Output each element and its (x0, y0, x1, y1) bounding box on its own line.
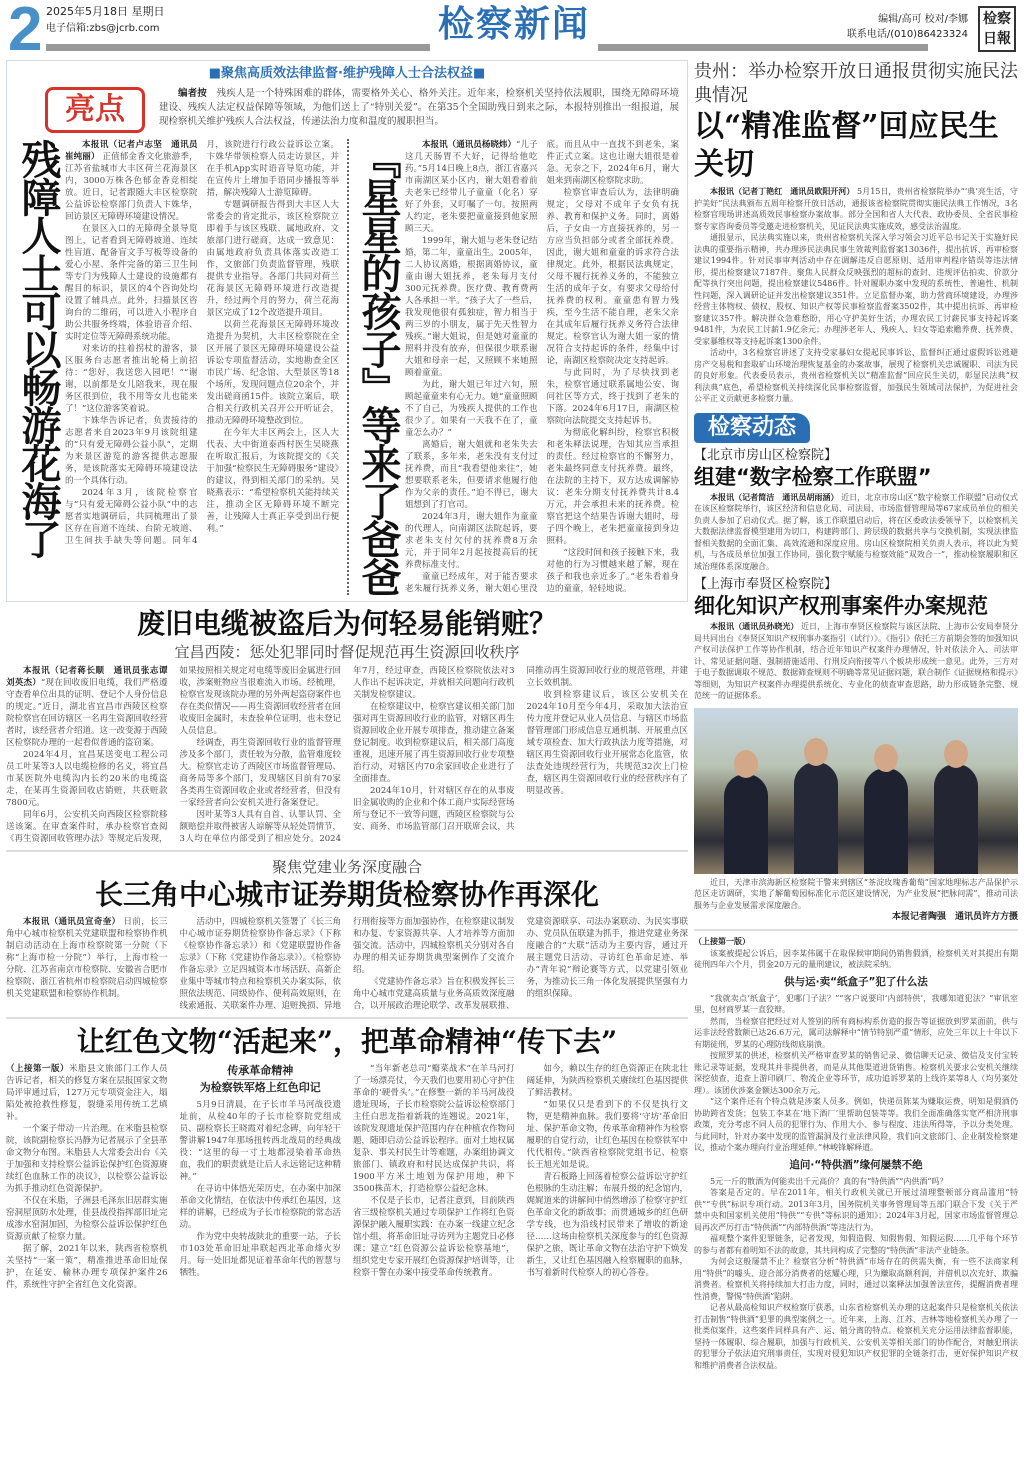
cable-article (6, 606, 688, 845)
paragraph: 《党建协作备忘录》旨在积极发挥长三角中心城市党建高质量与业务高质效深度融合，以开展政治理论联学、改革发展联推、党建资源联享、司法办案联动、为民实事联办、党员队伍联建为抓手，推进党建业务深度融合的“大联”活动为主要内容，通过开展主题党日活动、寻访红色革命足迹、举办“青年说”辩论赛等方式，以党建引领业务，为推动长三角一体化发展提供坚强有力的组织保障。 (353, 917, 689, 1011)
item-byline: 本报讯（记者简洁 通讯员胡雨涵） (710, 491, 839, 502)
photo-person (794, 762, 838, 874)
story2-byline: 本报讯（通讯员杨晓炜） (422, 140, 517, 150)
editor-note-text: 残疾人是一个特殊困难的群体，需要格外关心、格外关注。近年来，检察机关坚持依法履职，围绕无障碍环境建设、残疾人法定权益保障等领域，为他们送上了“特别关爱”。在第35个全国助残日到来之际，本报特别推出一组报道，展现检察机关维护残疾人合法权益，传递法治力度和温度的履职担当。 (159, 88, 679, 127)
divider (694, 929, 1018, 931)
paragraph: 2024年3月，该院检察官与“只有爱无障碍公益小队”中的志愿者实地调研后，共同梳理出了景区存在盲道不连续、台阶无坡道、卫生间扶手缺失等问题。同年4月，该院进行行政公益诉讼立案。卞姝华带领检察人员走访景区，并在手机App实时语音导览功能，并在宣传片上增加手语同步播报等举措，解决残障人士游览障碍。 (65, 140, 339, 546)
paragraph: 同年6月，公安机关向西陵区检察院移送该案。在审查案件时，承办检察官查阅《再生资源回收管理办法》等规定后发现，如果按照相关规定对电缆等废旧金属进行回收，涉案赃物应当很难流入市场。经梳理，检察官发现该院办理的另外两起盗窃案件也存在类似情况——再生资源回收经营者在回收废旧金属时，未查验单位证明，也未登记人员信息。 (6, 666, 342, 844)
editor-note-row (15, 87, 679, 133)
paragraph: “我就卖点‘纸盒子’，犯哪门子法？”“客户说要印‘内部特供’，我哪知道犯法？”审讯室里，包材商罗某一直狡辩。 (694, 993, 1018, 1014)
guizhou-headline: 以“精准监督”回应民生关切 (694, 109, 999, 182)
paragraph: 卞姝华告诉记者，负责接待的志愿者来自2023年9月该院组建的“只有爱无障碍公益小队”，定期为来景区游览的游客提供志愿服务，是该院落实无障碍环境建设法的一个具体行动。 (65, 416, 198, 486)
paragraph: 为彻底化解纠纷，检察官积极和老朱释法说理，告知其应当承担的责任。经过检察官的不懈努力，老朱最终同意支付抚养费。最终，在法院的主持下，双方达成调解协议：老朱分期支付抚养费共计8.4万元，并会承担未来的抚养费。检察官把这个结果告诉谢大姐时，母子四个晚上，老朱把童童接到身边照料。 (546, 428, 679, 546)
relic-lead-label: （上接第一版） (6, 1064, 69, 1074)
story1-byline: 本报讯（记者卢志坚 通讯员崔纯丽） (65, 140, 198, 162)
paragraph: 记者从最高检知识产权检察厅获悉，山东省检察机关办理的这起案件只是检察机关依法打击制售“特供酒”犯罪的典型案例之一。近年来，上海、江苏、吉林等地检察机关办理了一批类似案件，这些案件同样具有产、运、销分离的特点。检察机关充分运用法律监督职能，坚持一体履职、综合履职，加强与行政机关、公安机关等相关部门的协作配合，对触犯刑法的犯罪分子依法追究刑事责任，实现对侵犯知识产权犯罪的全链条打击，更好保护知识产权和维护消费者合法权益。 (694, 1303, 1018, 1370)
section-title: 检察新闻 (438, 4, 591, 45)
procuratorial-dynamics-label: 检察动态 (694, 413, 810, 443)
paragraph: 通报显示，民法典实施以来，贵州省检察机关深入学习领会习近平总书记关于实施好民法典的重要指示精神，共办理涉民法典民事生效裁判监督案13036件，提出抗诉、再审检察建议1994件。针对民事审判活动中存在调解违反自愿原则、适用审判程序错误等违法情形，提出检察建议7187件。聚焦人民群众反映强烈的超标的查封、违规评估拍卖、价款分配等执行突出问题，提出检察建议5486件。针对履职办案中发现的系统性、普遍性、机制性问题，深入调研论证并发出检察建议351件。立足监督办案，助力营商环境建设，办理涉经营主体物权、债权、股权、知识产权等民事检察监督案3502件，其中提出抗诉、再审检察建议357件。解决群众急难愁盼，用心守护美好生活，办理农民工讨薪民事支持起诉案9481件，为农民工讨薪1.9亿余元；办理涉老年人、残疾人、妇女等追索赡养费、抚养费、受家暴维权等支持起诉案1300余件。 (694, 233, 1018, 346)
page-header (6, 0, 1018, 64)
paragraph: 检察官审查后认为，法律明确规定，父母对不成年子女负有抚养、教育和保护义务。同时，离婚后，子女由一方直接抚养的，另一方应当负担部分或者全部抚养费。因此，谢大姐和童童的诉求符合法律规定。此外，根据民法典规定，父母不履行抚养义务的，不能独立生活的成年子女，有要求父母给付抚养费的权利。童童患有智力残疾，至今生活不能自理，老朱父亲在其成年后履行抚养义务符合法律规定。检察官认为谢大姐一家的情况符合支持起诉的条件，经集中讨论，南湖区检察院决定支持起诉。 (546, 188, 679, 366)
newspaper-logo: 检察 日報 (978, 6, 1016, 52)
relic-subhead (180, 1063, 342, 1095)
paragraph: 据了解，2021年以来，陕西省检察机关坚持“一案一策”，精准推进革命旧址保护，在延安、榆林办理专项保护案件26件，系统性守护全省红色文化资源。 (6, 1244, 168, 1290)
paragraph: 青石板路上回荡着检察公益诉讼守护红色根脉的生动注解；布展升级的纪念馆内，娓娓道来的讲解间中悄然增添了检察守护红色革命文化的新故事；而贯通城乡的红色研学专线，也为沿线村民带来了增收的新途径……这场由检察机关深度参与的红色资源保护之旅，既让革命文物在法治守护下焕发新生，又让红色基因融入检察履职的血脉，书写着新时代检察人的初心答卷。 (526, 1172, 689, 1278)
paragraph: 为何会这般屡禁不止？检察官分析“特供酒”市场存在的供需失衡，有一些不法商家利用“特供”的噱头、迎合部分消费者的炫耀心理，只为赚取高额利润，并借机以次充好、欺骗消费者。检察机关将持续加大打击力度，同时，通过以案释法加强普法宣传，提醒消费者理性消费，警惕“特供酒”陷阱。 (694, 1257, 1018, 1301)
paragraph: 该案被提起公诉后，因李某伟属于在取保候审期间仍销售假酒，检察机关对其提出有期徒刑四年六个月，罚金20万元的量刑建议，被法院采纳。 (694, 948, 1018, 969)
item-text: 近日，上海市奉贤区检察院与该区法院、上海市公安局奉贤分局共同出台《奉贤区知识产权刑事办案指引（试行）》。《指引》依托三方前期会签的加强知识产权司法保护工作等协作机制，结合近年知识产权案件办理情况，针对依法介入、司法审计、常见证据问题、强制措施适用、行刑反向衔接等八个板块形成统一意见。此外，三方对于电子数据调取不规范、数据筛查规则不明确等常见证据问题，联合制作《证据规格和提示》等细则，为知识产权案件办理提供系统化、专业化的侦查审查思路，助力形成链条完整、规范统一的证据体系。 (694, 622, 1019, 700)
continued-article (694, 936, 1018, 1371)
paragraph: “这个案件还有个特点就是涉案人员多。例如，快递员陈某为赚取运费，明知是假酒仍协助跨省发货；包装工李某在‘地下酒厂’里帮助包装等等。我们全面准确落实宽严相济刑事政策，充分考虑不同人员的犯罪行为、作用大小、参与程度、违法所得等，予以分类处理。与此同时，针对办案中发现的监管漏洞及行业法律风险，我们向文旅部门、企业制发检察建议，推动个案办理向行业治理延伸。”林峻锋解释道。 (694, 1097, 1018, 1152)
paragraph: 为此，谢大姐已年过六旬，照顾起童童来有心无力。她“童童照顾不了自己，为残疾人提供的工作也很少了。如果有一天我不在了，童童怎么办？” (405, 380, 538, 438)
relic-headline: 让红色文物“活起来”，把革命精神“传下去” (76, 1025, 618, 1058)
paragraph: 作为党中央转战陕北的重要一站，子长市103处革命旧址串联起西北革命烽火岁月。每一处旧址都见证着革命年代的智慧与牺牲。 (179, 1232, 342, 1278)
dynamics-item-1 (694, 447, 1018, 573)
paragraph: “如果仅只是看到下的不仅是执行文物，更是精神血脉。我们要将‘守坊’革命旧址、保护革命文物，传承革命精神作为检察履职的自觉行动，让红色基因在检察铁军中代代相传。”陕西省检察院党组书记、检察长王旭光如是说。 (526, 1100, 689, 1170)
story1-body (65, 139, 339, 595)
paragraph: 5元一斤的散酒为何能卖出千元高价？真的有“特供酒”“内供酒”吗？ (710, 1176, 948, 1186)
photo-caption: 近日，天津市滨海新区检察院干警来到辖区“茶淀玫瑰香葡萄”国家地理标志产品保护示范区走访调研，实地了解葡萄园标准化示范区建设情况，为产业发展“把脉问需”，推动司法服务与企业发展需求深度融合。 (694, 877, 1018, 910)
paragraph: 不仅是子长市，记者注意到，目前陕西省三级检察机关通过专项保护工作将红色资源保护融入履职实践：在办案一线建立纪念馆小组，将革命旧址寻访列为主题党日必修课；建立“红色资源公益诉讼检察基地”，组织党史专家开展红色资源保护培训等，让检察干警在办案中接受革命传统教育。 (353, 1196, 515, 1278)
story1 (15, 139, 339, 595)
paragraph: 童童已经成年，对于能否要求老朱履行抚养义务，谢大姐心里没底。而且从中一直找不到老朱，案件正式立案。这也让谢大姐很是着急。无奈之下，2024年6月，谢大姐来到南湖区检察院求助。 (405, 140, 679, 594)
paragraph: 在检察建议中，检察官建议相关部门加强对再生资源回收行业的监管，对辖区再生资源回收企业开展专项排查，推动建立备案登记制度。收到检察建议后，相关部门高度重视，迅速开展了再生资源回收行业专项整治行动，对辖区内70余家回收企业进行了全面排查。 (353, 702, 515, 784)
yrd-headline: 长三角中心城市证券期货检察协作再深化 (94, 878, 599, 911)
item-org: 【上海市奉贤区检察院】 (694, 577, 838, 592)
right-column (694, 60, 1018, 1371)
paragraph: 活动中，四城检察机关签署了《长三角中心城市证券期货检察协作备忘录》（下称《检察协作备忘录》）和《党建联盟协作备忘录》（下称《党建协作备忘录》）。《检察协作备忘录》立足四城资本市场活跃、高新企业集中等城市特点和检察机关办案实际，依照依法规范、同级协作、便利高效原则，在线索通报、关联案件办理、追赃挽损、异地行刑衔接等方面加强协作，在检察建议制发和办复、专家资源共享、人才培养等方面加强交流。活动中，四城检察机关分别对各自办理的相关证券期货典型案例作了交流介绍。 (179, 917, 515, 1011)
feature-banner: ■聚焦高质效法律监督·维护残障人士合法权益■ (208, 66, 486, 81)
relic-article (6, 1024, 688, 1291)
phone: 联系电话/(010)86423324 (846, 29, 968, 40)
header-rule-right (598, 44, 928, 51)
issue-date: 2025年5月18日 星期日 (46, 5, 165, 18)
yrd-body (6, 916, 688, 1012)
item-text: 近日，北京市房山区“数字检察工作联盟”启动仪式在该区检察院举行，该区经济和信息化局、司法局、市场监督管理局等67家成员单位的相关负责人参加了启动仪式。据了解，该工作联盟启动后，将在区委政法委领导下，以检察机关大数据法律监督模型建用为切口，构建跨部门、跨层级的数据共享与交换机制，实现法律监督相关数据的全面汇集、高效流通和深度应用。房山区检察院相关负责人表示，将以此为契机，与各成员单位加强工作协同，强化数字赋能与检察效能“双效合一”，推动检察履职和区域治理体系深度融合。 (694, 492, 1019, 571)
paragraph: “这段时间和孩子接触下来，我对他的行为习惯越来越了解，现在孩子和我也亲近多了。”老朱看着身边的童童，轻轻地说。 (546, 548, 679, 594)
photo-person (724, 774, 768, 874)
photo-credit: 本报记者陶强 通讯员许方方摄 (891, 912, 1018, 922)
header-rule-left (46, 44, 430, 51)
paragraph: 5月15日，贵州省检察院举办“‘典’亮生活，守护美好”民法典颁布五周年检察开放日活动，通报该省检察院贯彻实施民法典工作情况，3名检察官现场讲述高质效民事检察办案故事。部分全国和省人大代表、政协委员、全省民事检察专家咨询委员等受邀走进检察机关，见证民法典实施成效，感受法治温度。 (694, 187, 1019, 231)
cable-subtitle: 宜昌西陵：惩处犯罪同时督促规范再生资源回收秩序 (174, 643, 520, 661)
paragraph: 2024年3月，谢大姐作为童童的代理人，向南湖区法院起诉，要求老朱支付欠付的抚养费8万余元，并于同年2月起按提高后的抚养费标准支付。 (405, 512, 538, 570)
paragraph: 然而，当检察官把经过对人签别的所有商标构系仿造的报告等证据放到罗某面前，供与运非法经营数额已达26.6万元，属司法解释中“情节特别严重”情形，应处三年以上十年以下有期徒刑，罗某的心理防线彻底崩溃。 (694, 1016, 1018, 1049)
continued-label: （上接第一版） (694, 936, 750, 946)
item-byline: 本报讯（通讯员孙晓光） (710, 621, 799, 631)
photo-person (934, 764, 978, 874)
paragraph: 福观整个案件犯罪链条，记者发现，知假造假、知假售假、知假运假……几乎每个环节的参与者都有着明知不法的故意，其共同构成了完整的“特供酒”非法产业链条。 (694, 1234, 1018, 1255)
story2 (347, 139, 679, 595)
editor-info (847, 12, 968, 42)
dynamics-item-2 (694, 576, 1018, 702)
subheading: 追问·“特供酒”缘何屡禁不绝 (789, 1158, 923, 1171)
paragraph: 正值郁金香文化旅游季，江苏省盐城市大丰区荷兰花海景区内，3000万株各色郁金香竞相绽放。近日，记者跟随大丰区检察院公益诉讼检察部门负责人卞姝华，回访景区无障碍环境建设情况。 (65, 152, 198, 222)
divider (6, 850, 688, 852)
paragraph: 在寻访中体悟光荣历史，在办案中加深革命文化情结，在依法中传承红色基因，这样的讲解，已经成为子长市检察院的常态活动。 (179, 1184, 342, 1230)
paragraph: 按照罗某的供述，检察机关严格审查罗某的销售记录、微信聊天记录、微信及支付宝转账记录等证据，发现其并非提供者，而是从其他渠道进货销售。检察机关要求公安机关继续深挖侦查，追查上游印刷厂、物流企业等环节，成功追诉罗某的上线许某等8人（均另案处理）。该团伙涉案金额达300余万元。 (694, 1051, 1018, 1095)
yrd-byline: 本报讯（通讯员宣奇奎） (23, 917, 121, 927)
yrd-kicker: 聚焦党建业务深度融合 (271, 858, 422, 876)
paragraph: 如今，赖以生存的红色资源正在陕北壮阔延伸，为陕西检察机关赓续红色基因提供了鲜活教材。 (526, 1064, 689, 1098)
paragraph: 不仅在米脂，子洲县毛泽东旧居群实施窑洞屋顶防水处理，佳县战役指挥部旧址完成渗水窑洞加固，为检察公益诉讼保护红色资源贡献了检察力量。 (6, 1196, 168, 1242)
paragraph: 活动中，3名检察官讲述了支持受家暴妇女提起民事诉讼、监督纠正通过虚假诉讼逃避房产交易税和套取矿山环境治理恢复基金的办案故事，展现了检察机关忠诚履职、司法为民的良好形象。代表委员表示，贵州省检察机关以“精准监督”回应民生关切，彰显民法典“权利法典”底色，希望检察机关持续深化民事检察监督，加强民生领域司法保护，为促进社会公平正义贡献更多检察力量。 (694, 348, 1018, 403)
paragraph: 离婚后，谢大姐就和老朱失去了联系，多年来，老朱没有支付过抚养费，而且“我看望他来往”，她想要联系老朱，但要请求他履行他作为父亲的责任。”迫不得已，谢大姐想到了打官司。 (405, 440, 538, 510)
paragraph: 一个案子带动一片治理。在米脂县检察院，该院副检察长冯静为记者展示了全县革命文物分布图。米脂县人大常委会出台《关于加强和支持检察公益诉讼保护红色资源赓续红色血脉工作的决议》，以检察公益诉讼为抓手推动红色资源保护。 (6, 1124, 168, 1194)
divider (6, 1017, 688, 1019)
relic-body (6, 1063, 688, 1291)
story2-headline: 『星星的孩子』等来了爸爸 (355, 139, 402, 595)
paragraph: 5月9日清晨，在子长市羊马河战役遗址前，从检40年的子长市检察院党组成员、副检察长王晓霞对着纪念碑，向年轻干警讲解1947年那场扭转西北战局的经典战役：“这里的每一寸土地都浸染着革命热血，我们的职责就是让后人永远铭记这种精神。” (179, 1100, 342, 1182)
guizhou-subtitle: 贵州：举办检察开放日通报贯彻实施民法典情况 (694, 61, 1018, 106)
item-headline: 组建“数字检察工作联盟” (694, 464, 932, 489)
yrd-article (6, 857, 688, 1012)
page-body (6, 60, 1018, 1371)
subhead-title: 为检察铁军烙上红色印记 (199, 1081, 321, 1094)
left-column (6, 60, 688, 1291)
page-number: 2 (8, 0, 43, 64)
cable-headline: 废旧电缆被盗后为何轻易能销赃？ (136, 607, 557, 640)
paragraph: 以荷兰花海景区无障碍环境改造提升为契机，大丰区检察院在全区开展了景区无障碍环境建设公益诉讼专项监督活动，实地勘查全区市民广场、纪念馆、大型景区等18个场所，发现问题点位20余个，并发出磋商函15件。该院立案后，联合相关行政机关召开公开听证会，推动无障碍环境整改到位。 (206, 320, 339, 426)
paragraph: 2024年4月，宜昌某送变电工程公司员工叶某等3人以电缆检修的名义，将宜昌市某医院外电缆沟内长约20米的电缆盗走，在某再生资源回收店销赃，共获赃款7800元。 (6, 750, 168, 808)
subhead-kicker: 传承革命精神 (227, 1063, 293, 1080)
item-org: 【北京市房山区检察院】 (694, 447, 838, 463)
paragraph: 在今年大丰区两会上，区人大代表、大中街道泰西村医生吴晓燕在听取汇报后，为该院提交的《关于加强“检察民生无障碍服务”建设》的建议，得到相关部门的采纳。吴晓燕表示：“希望检察机关能持续关注，推动全区无障碍环境不断完善，让残障人士真正享受到出行便利。” (206, 428, 339, 534)
paragraph: 专题调研报告得到大丰区人大常委会的肯定批示，该区检察院立即着手与该区残联、属地政府、文旅部门进行磋商，达成一致意见：由属地政府负责具体落实改造工作，文旅部门负责监督管理，残联提供专业指导。各部门共同对荷兰花海景区无障碍环境进行改造提升，经过两个月的努力，荷兰花海景区完成了12个改造提升项目。 (206, 200, 339, 318)
highlight-badge: 亮点 (45, 87, 145, 133)
paragraph: “现在回收废旧电缆，我们严格遵守查看单位出具的证明、登记个人身份信息的规定。”近日，湖北省宜昌市西陵区检察院检察官在回访辖区一名再生资源回收经营者时，该经营者介绍道。这一改变源于西陵区检察院办理的一起看似普通的盗窃案。 (6, 678, 168, 748)
photo-person (864, 768, 908, 874)
editors: 编辑/高可 校对/李娜 (878, 14, 968, 25)
paragraph: 1999年，谢大姐与老朱登记结婚，第二年，童童出生。2005年，二人协议离婚，根据离婚协议，童童由谢大姐抚养，老朱每月支付300元抚养费。医疗费、教育费两人各承担一半。“孩子大了一些后，我发现他很有孤独症，智力相当于两三岁的小朋友，属于先天性智力残疾。”谢大姐说，但是她对童童的照料并没有放弃，但保很少联系谢大姐和母亲一起，又照顾不来她照顾着童童。 (405, 236, 538, 378)
paragraph: “儿子这几天肠胃不大好，记得给他吃药。”5月14日晚上8点，浙江省嘉兴市南湖区某小区内，谢大姐看着前夫老朱已经带儿子童童（化名）穿好了外套，又叮嘱了一句。按照两人约定，老朱要把童童接到他家照顾三天。 (405, 140, 538, 234)
item-headline: 细化知识产权刑事案件办案规范 (694, 594, 988, 618)
story1-headline: 残障人士可以畅游花海了 (15, 139, 62, 557)
paragraph: 2024年10月，针对辖区存在的从事废旧金属收购的企业和个体工商户实际经营场所与登记不一致等问题，西陵区检察院与公安、商务、市场监管部门召开联席会议，共同推动再生资源回收行业的规范管理，并建立长效机制。 (353, 666, 689, 832)
news-photo (694, 708, 1018, 874)
story2-body (405, 139, 679, 595)
paragraph: 因叶某等3人具有自首、认罪认罚、全额赔偿并取得被害人谅解等从轻处罚情节，3人均在单位内部受到了相应处分。2024年7月，经过审查，西陵区检察院依法对3人作出不起诉决定，并就相关问题向行政机关制发检察建议。 (179, 666, 515, 844)
cable-body (6, 665, 688, 845)
paragraph: 日前，长三角中心城市检察机关党建联盟和检察协作机制启动活动在上海市检察院第一分院（下称“上海市检一分院”）举行，上海市检一分院、江苏省南京市检察院、安徽省合肥市检察院、浙江省杭州市检察院启动四城检察机关党建联盟和检察协作机制。 (6, 917, 168, 999)
subheading: 供与运·卖“纸盒子”犯了什么法 (784, 975, 928, 988)
paragraph: 与此同时，为了尽快找到老朱，检察官通过联系属地公安、询问社区等方式，终于找到了老朱的下落。2024年6月17日，南湖区检察院向法院提交支持起诉书。 (546, 368, 679, 426)
guizhou-byline: 本报讯（记者丁艳红 通讯员欧阳开河） (710, 186, 855, 196)
paragraph: 经调查，再生资源回收行业的监督管理涉及多个部门，责任较为分散，监管难度较大。检察官走访了西陵区市场监督管理局、商务局等多个部门，发现辖区目前有70家各类再生资源回收企业或者经营者，但没有一家经营者向公安机关进行备案登记。 (179, 738, 342, 808)
contact-email: 电子信箱:zbs@jcrb.com (46, 23, 160, 34)
editor-note (159, 87, 679, 133)
guizhou-article (694, 60, 1018, 405)
paragraph: 收到检察建议后，该区公安机关在2024年10月至今年4月，采取加大法治宣传力度并登记从业人员信息、与辖区市场监督管理部门形成信息互通机制、开展重点区域专项检查、加大行政执法力度等措施，对辖区再生资源回收行业开展常态化监管，依法查处违规经营行为，共规范32次上门检查，辖区再生资源回收行业的经营秩序有了明显改善。 (526, 690, 689, 796)
paragraph: 对来访的拄着拐杖的游客，景区服务台志愿者推出轮椅上前招待：“您好，我送您入园吧！”“谢谢，以前都是女儿陪我来，现在服务区很到位，我不用等女儿也能来了！”这位游客笑着说。 (65, 344, 198, 414)
paragraph: 米脂县文旅部门工作人员告诉记者，相关的修复方案在层报国家文物局评审通过后，127万元专项资金注入，塌陷处被抢救性修复，裂缝采用传统工艺填补。 (6, 1064, 168, 1122)
cable-byline: 本报讯（记者蒋长顺 通讯员张志谭 刘英杰） (6, 666, 177, 688)
feature-section (6, 60, 688, 602)
paragraph: “当年新老总司“瓣菜战术”在羊马河打了一场漂亮仗，今天我们也要用初心守护住革命的‘硬骨头’。”在修整一新的羊马河战役遗址现场，子长市检察院公益诉讼检察部门主任白思龙指着新栽的连翘说。2021年，该院发现遗址保护范围内存在种植农作物问题，随即启动公益诉讼程序。面对土地权属复杂、事关村民生计等难题，办案组协调文旅部门、镇政府和村民达成保护共识，将1900平方米土地划为保护用地，种下3500株苗木，打造检察公益纪念林。 (353, 1064, 515, 1194)
paragraph: 答案是否定的。早在2011年，相关行政机关就已开展过清理整顿部分商品滥用“特供”“专供”标识专项行动。2013年3月，国务院机关事务管理局等五部门联合下发《关于严禁中央和国家机关使用“特供”“专供”等标识的通知》；2024年3月起，国家市场监督管理总局再次严厉打击“特供酒”“内部特供酒”等违法行为。 (694, 1188, 1018, 1232)
feature-stories (15, 139, 679, 595)
editor-note-label: 编者按 (178, 88, 207, 99)
paragraph: 在景区入口的无障碍全景导览图上，记者看到无障碍坡道、连续性盲道、配备盲文手写板等设备的爱心小屋、条件完备的第三卫生间等专门为残障人士建设的设施都有醒目的标识，景区的4个咨询处均设置了辅具点。此外，扫描景区咨询台的二维码，可以进入小程序自助公共服务终端，体验语音介绍、实时定位等无障碍系统功能。 (65, 224, 198, 342)
